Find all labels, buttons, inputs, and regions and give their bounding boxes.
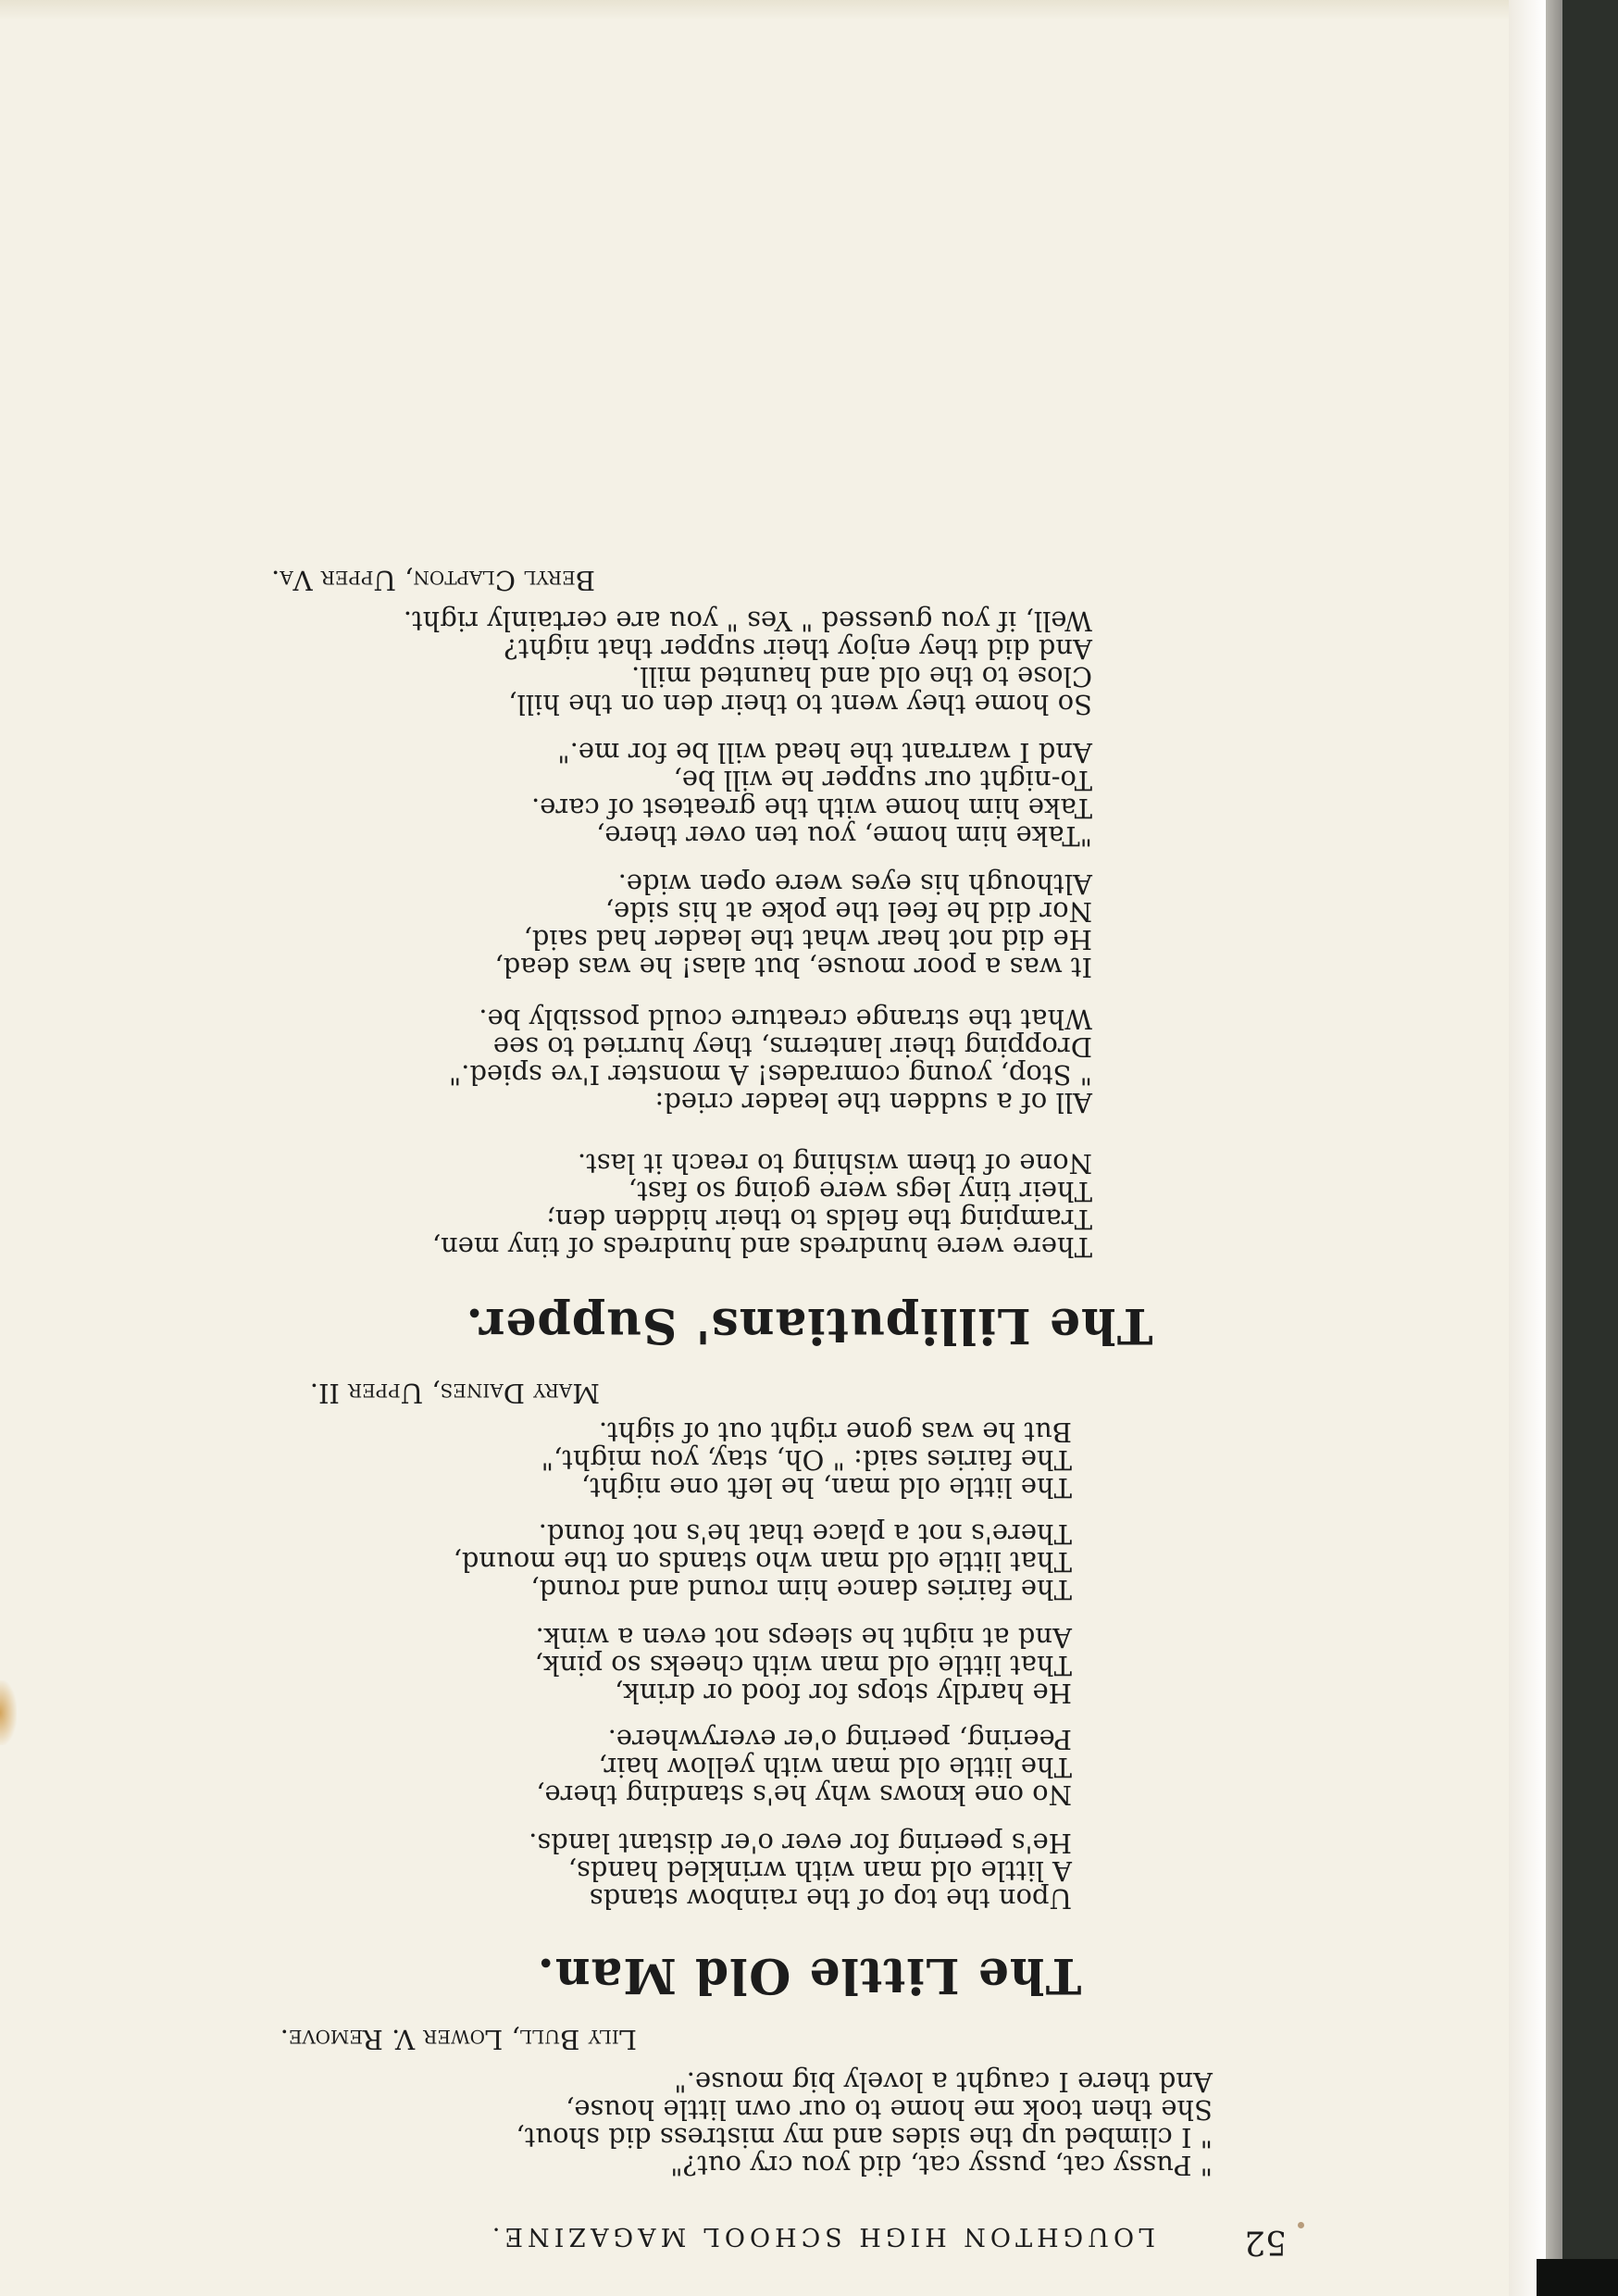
poem-line: But he was gone right out of sight.	[598, 1416, 1072, 1448]
poem-line: What the strange creature could possibly be.	[479, 1004, 1092, 1035]
poem-line: She then took me home to our own little house,	[566, 2094, 1213, 2126]
poem-line: " Pussy cat, pussy cat, did you cry out?"	[670, 2150, 1213, 2181]
poem-line: " I climbed up the sides and my mistress did shout,	[516, 2122, 1213, 2153]
poem-line: Dropping their lanterns, they hurried to see	[492, 1031, 1092, 1063]
poem-line: There's not a place that he's not found.	[538, 1518, 1072, 1550]
poem-line: It was a poor mouse, but alas! he was dead,	[494, 952, 1092, 983]
poem-line: Although his eyes were open wide.	[617, 868, 1092, 900]
poem-line: Upon the top of the rainbow stands	[589, 1883, 1072, 1915]
poem-line: And at night he sleeps not even a wink.	[535, 1622, 1072, 1653]
poem-line: The little old man, he left one night,	[580, 1472, 1072, 1504]
poem-line: The fairies dance him round and round,	[530, 1574, 1072, 1605]
poem-line: To-night our supper he will be,	[673, 765, 1092, 796]
poem-line: No one knows why he's standing there,	[536, 1779, 1072, 1811]
poem-line: And did they enjoy their supper that night?	[504, 633, 1092, 665]
poem-line: And there I caught a lovely big mouse."	[674, 2066, 1213, 2098]
poem-line: All of a sudden the leader cried:	[654, 1087, 1092, 1118]
poem-line: And I warrant the head will be for me."	[557, 737, 1092, 768]
page-number: 52	[1244, 2223, 1287, 2261]
poem-line: He did not hear what the leader had said,	[523, 924, 1092, 955]
poem-line: " Stop, young comrades! A monster I've spied."	[448, 1059, 1092, 1091]
poem-line: A little old man with wrinkled hands,	[567, 1855, 1072, 1887]
poem-line: He hardly stops for food or drink,	[614, 1678, 1072, 1709]
poem-line: Well, if you guessed " Yes " you are certainly right.	[403, 605, 1092, 637]
poem-line: Nor did he feel the poke at his side,	[604, 896, 1092, 928]
poem-title: The Lilliputians' Supper.	[465, 1297, 1153, 1354]
poem-line: None of them wishing to reach it last.	[577, 1148, 1092, 1179]
author-signature: Mary Daines, Upper II.	[309, 1378, 600, 1409]
poem-line: There were hundreds and hundreds of tiny men,	[431, 1231, 1092, 1263]
poem-title: The Little Old Man.	[536, 1947, 1082, 2003]
poem-line: The fairies said: " Oh, stay, you might,"	[541, 1444, 1072, 1476]
poem-line: The little old man with yellow hair,	[598, 1752, 1072, 1783]
poem-line: He's peering for ever o'er distant lands.	[529, 1828, 1072, 1859]
running-header: LOUGHTON HIGH SCHOOL MAGAZINE.	[487, 2222, 1155, 2251]
poem-line: That little old man with cheeks so pink,	[534, 1650, 1072, 1681]
poem-line: Take him home with the greatest of care.	[530, 792, 1092, 824]
poem-line: That little old man who stands on the mound,	[453, 1546, 1072, 1578]
poem-line: So home they went to their den on the hill,	[508, 689, 1092, 720]
poem-line: "Take him home, you ten over there,	[596, 820, 1092, 852]
poem-line: Tramping the fields to their hidden den;	[546, 1204, 1092, 1235]
poem-line: Their tiny legs were going so fast,	[628, 1176, 1092, 1207]
poem-line: Close to the old and haunted mill.	[631, 661, 1092, 693]
author-signature: Beryl Clapton, Upper Va.	[271, 565, 595, 596]
author-signature: Lily Bull, Lower V. Remove.	[280, 2024, 637, 2055]
poem-line: Peering, peering o'er everywhere.	[607, 1724, 1072, 1755]
